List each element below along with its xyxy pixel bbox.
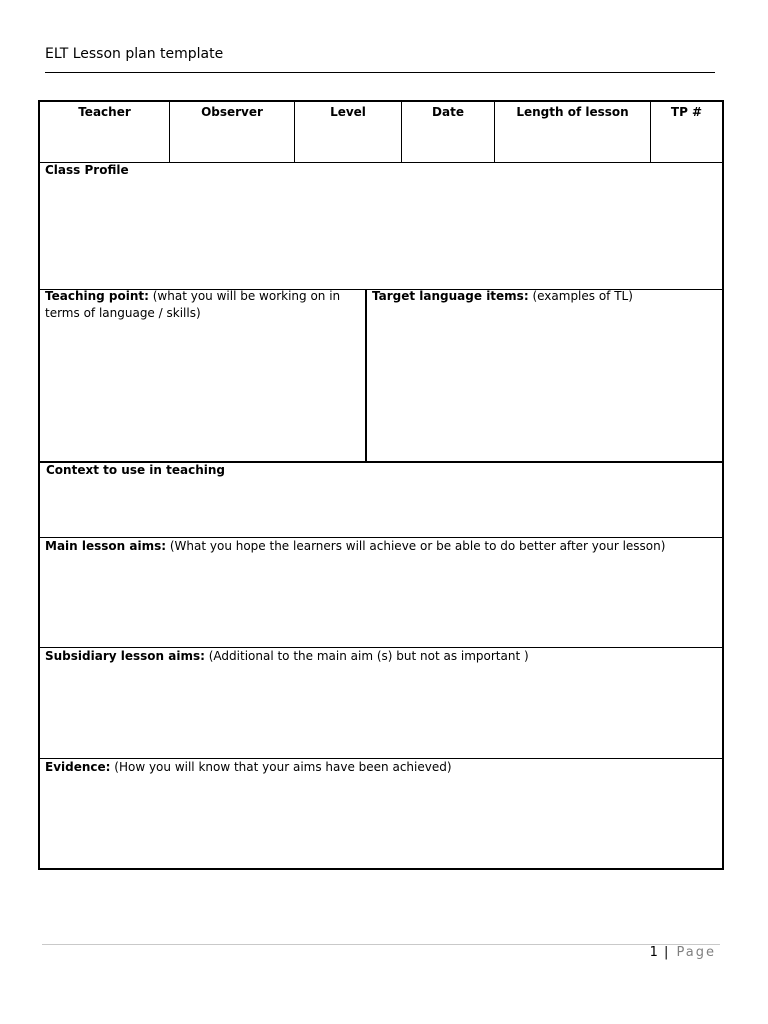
- table-border-bottom: [38, 868, 724, 870]
- teaching-point-section: [45, 288, 363, 322]
- main-aims-label: Main lesson aims:: [45, 539, 167, 553]
- divider: [365, 289, 367, 463]
- main-aims-hint: (What you hope the learners will achieve or be able to do better after your lesson): [166, 539, 666, 553]
- table-border-left: [38, 100, 40, 870]
- subsidiary-aims-section: [45, 648, 719, 665]
- target-language-label: Target language items:: [372, 289, 529, 303]
- class-profile-label: Class Profile: [45, 163, 129, 177]
- teaching-point-hint: (what you will be working on in terms of language / skills): [45, 289, 341, 320]
- target-language-hint: (examples of TL): [528, 289, 633, 303]
- level-header: Level: [330, 105, 366, 119]
- date-header: Date: [432, 105, 464, 119]
- teaching-point-label: Teaching point:: [45, 289, 149, 303]
- evidence-label: Evidence:: [45, 760, 111, 774]
- teacher-header: Teacher: [78, 105, 131, 119]
- footer-divider: [42, 944, 720, 945]
- context-section: [46, 462, 716, 479]
- subsidiary-aims-hint: (Additional to the main aim (s) but not as important ): [204, 649, 529, 663]
- table-border-right: [722, 100, 724, 870]
- length-of-lesson-header: Length of lesson: [516, 105, 629, 119]
- main-aims-section: [45, 538, 719, 555]
- page-number: 1: [649, 945, 658, 960]
- document-title: ELT Lesson plan template: [45, 46, 224, 62]
- target-language-section: [372, 288, 717, 305]
- class-profile-section: [45, 162, 715, 179]
- observer-header: Observer: [201, 105, 263, 119]
- page-footer: [650, 945, 716, 960]
- page-label: Page: [676, 945, 716, 960]
- evidence-section: [45, 759, 719, 776]
- title-underline: [45, 72, 715, 73]
- context-label: Context to use in teaching: [46, 463, 225, 477]
- tp-number-header: TP #: [670, 105, 703, 119]
- evidence-hint: (How you will know that your aims have been achieved): [110, 760, 452, 774]
- page-separator: |: [657, 945, 677, 960]
- subsidiary-aims-label: Subsidiary lesson aims:: [45, 649, 205, 663]
